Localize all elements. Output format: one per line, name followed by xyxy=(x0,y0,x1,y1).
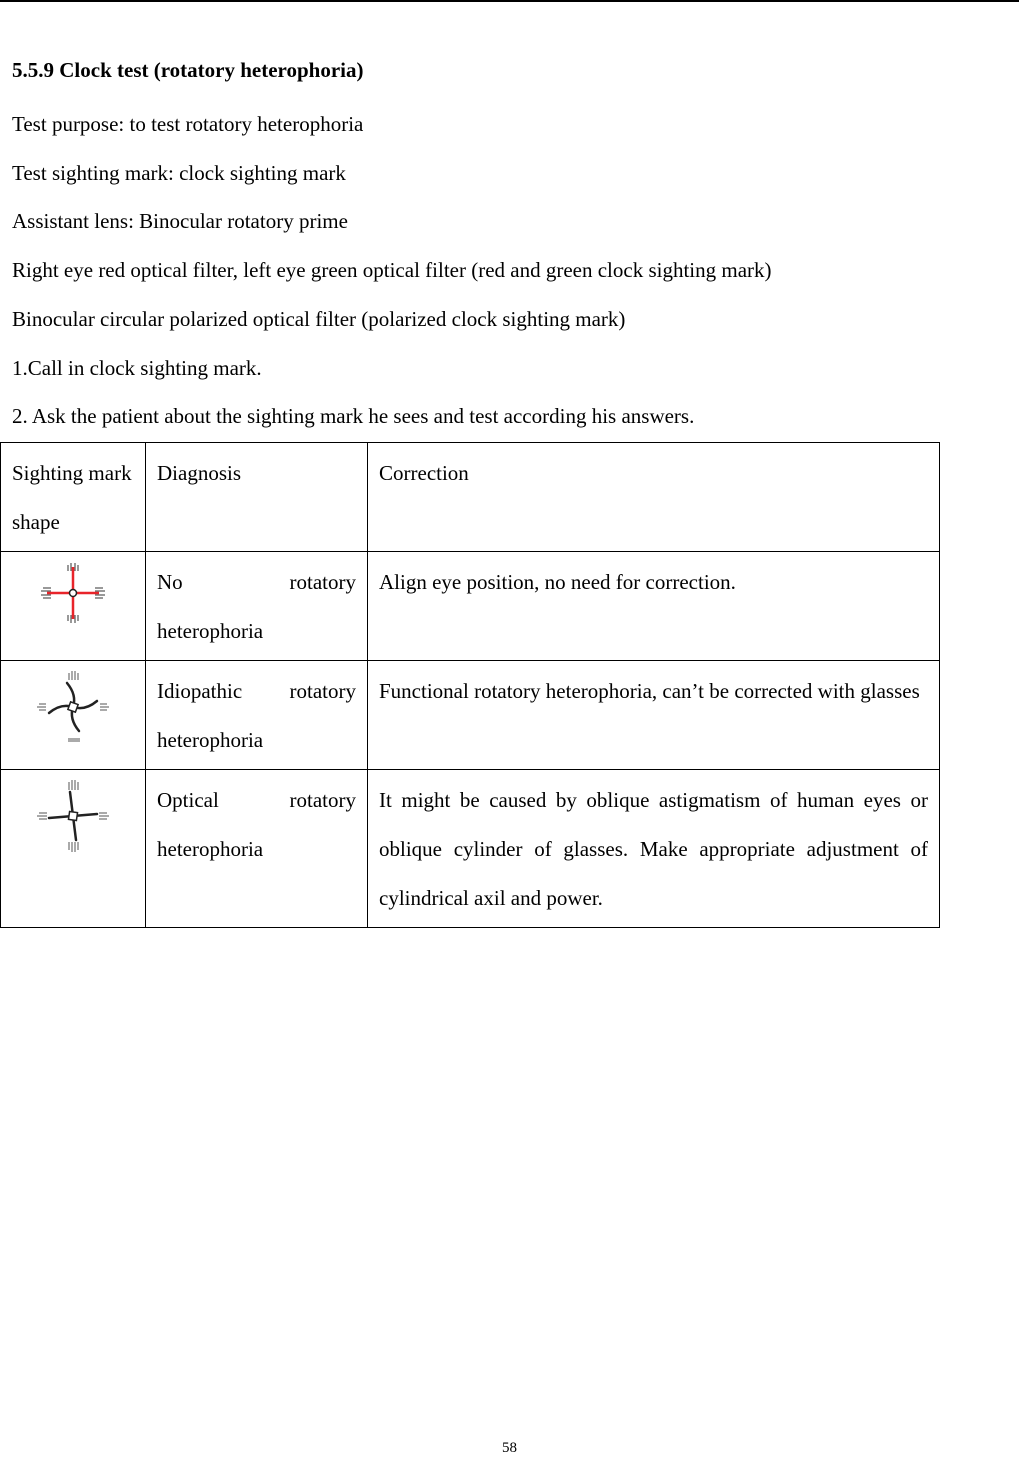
table-row xyxy=(1,661,940,770)
header-cell-shape: Sighting mark shape xyxy=(1,443,146,552)
clock-test-table xyxy=(0,442,940,928)
assistant-lens-line: Assistant lens: Binocular rotatory prime xyxy=(12,209,348,233)
table-row xyxy=(1,770,940,928)
step-2-line: 2. Ask the patient about the sighting mark he sees and test according his answers. xyxy=(12,404,695,428)
shape-cell xyxy=(1,552,146,661)
diagnosis-cell: No rotatory heterophoria xyxy=(146,552,368,661)
sighting-mark-line: Test sighting mark: clock sighting mark xyxy=(12,161,346,185)
filter-line: Right eye red optical filter, left eye green optical filter (red and green clock sighting mark) xyxy=(12,258,772,282)
header-cell-diagnosis: Diagnosis xyxy=(146,443,368,552)
shape-cell xyxy=(1,770,146,928)
correction-cell: Align eye position, no need for correction. xyxy=(368,552,940,661)
table-header-row xyxy=(1,443,940,552)
table-row xyxy=(1,552,940,661)
diagnosis-cell: Idiopathic rotatory heterophoria xyxy=(146,661,368,770)
correction-cell: Functional rotatory heterophoria, can’t be corrected with glasses xyxy=(368,661,940,770)
red-clock-cross-icon xyxy=(38,558,108,628)
shape-cell xyxy=(1,661,146,770)
optical-rotated-clock-cross-icon xyxy=(33,776,113,856)
section-heading: 5.5.9 Clock test (rotatory heterophoria) xyxy=(12,58,364,82)
rotated-clock-cross-icon xyxy=(33,667,113,747)
page-number: 58 xyxy=(502,1440,517,1456)
test-purpose-line: Test purpose: to test rotatory heterophoria xyxy=(12,112,364,136)
correction-cell: It might be caused by oblique astigmatism of human eyes or oblique cylinder of glasses. Make appropriate adjustment of cylindrical axil and power. xyxy=(368,770,940,928)
diagnosis-cell: Optical rotatory heterophoria xyxy=(146,770,368,928)
polarized-filter-line: Binocular circular polarized optical filter (polarized clock sighting mark) xyxy=(12,307,626,331)
step-1-line: 1.Call in clock sighting mark. xyxy=(12,356,262,380)
header-cell-correction: Correction xyxy=(368,443,940,552)
header-rule xyxy=(0,0,1019,2)
